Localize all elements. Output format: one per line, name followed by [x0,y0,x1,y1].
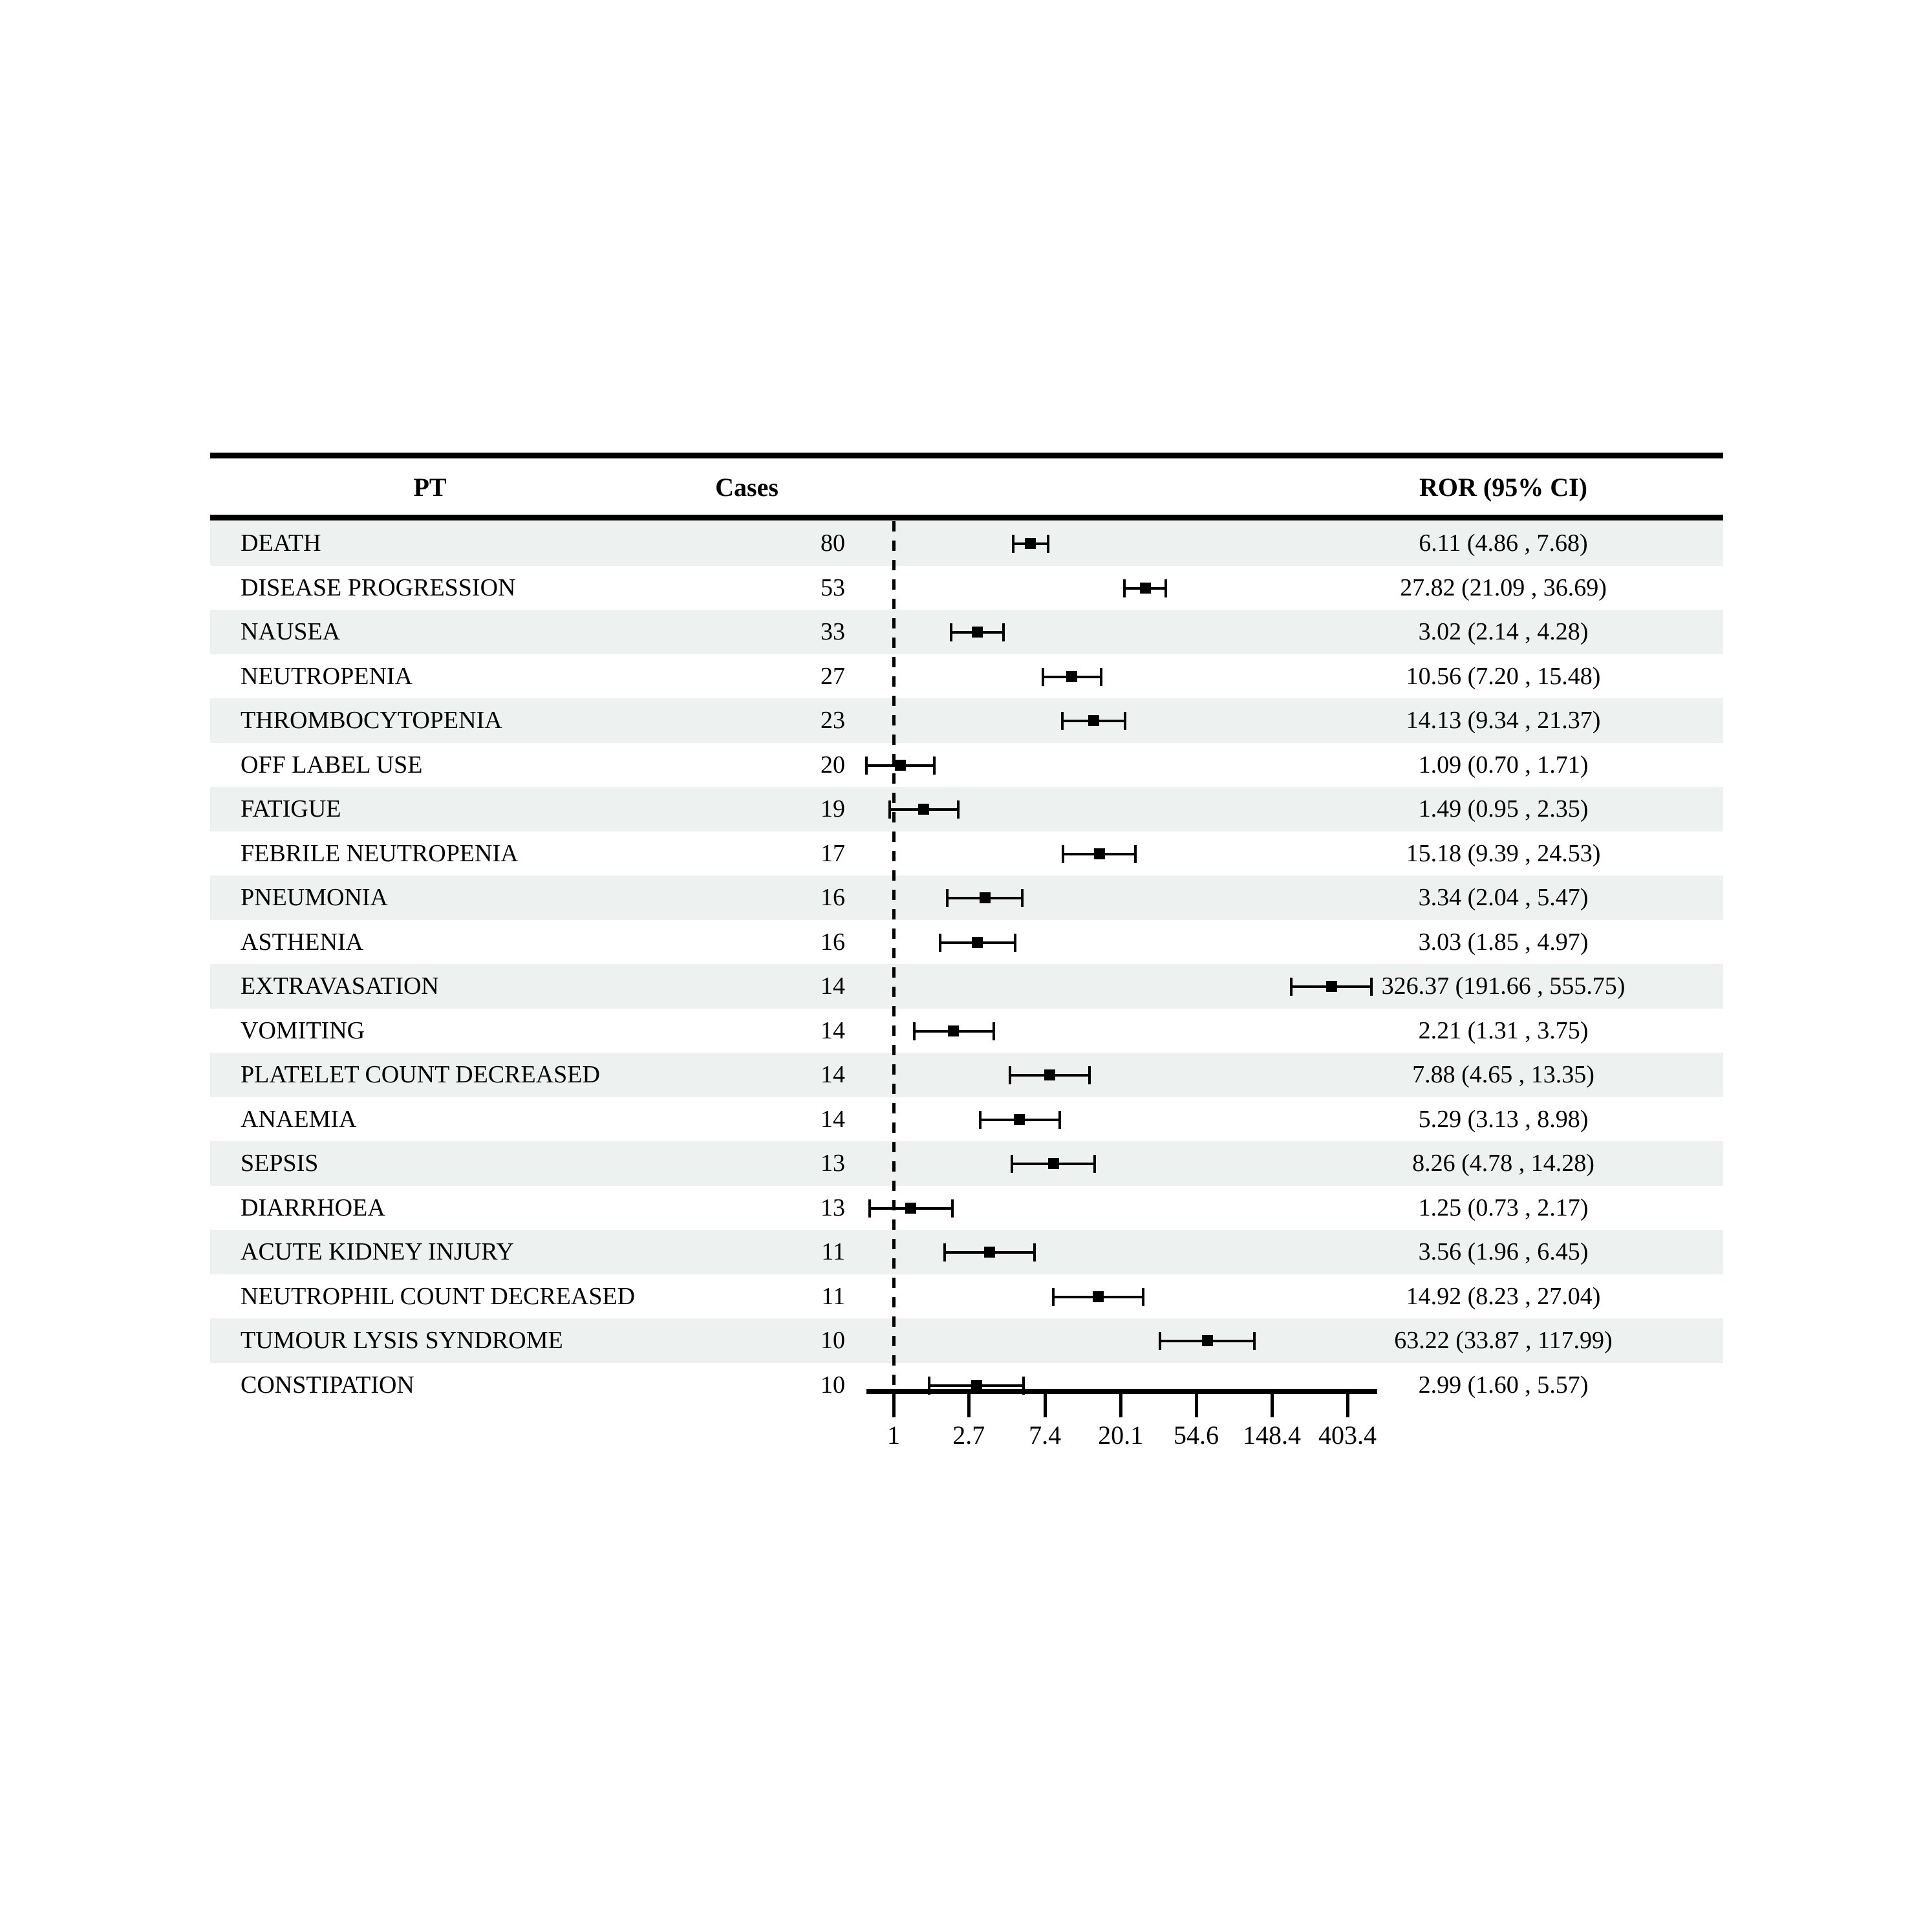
cell-pt: OFF LABEL USE [241,751,423,778]
x-axis-tick-label: 7.4 [1029,1421,1062,1450]
cell-ror: 1.25 (0.73 , 2.17) [1418,1194,1589,1221]
cell-cases: 53 [821,574,845,601]
cell-pt: PNEUMONIA [241,884,388,912]
cell-cases: 16 [821,928,845,956]
cell-ror: 14.13 (9.34 , 21.37) [1406,707,1601,735]
x-axis-line [866,1389,1377,1394]
column-header-cases: Cases [715,472,778,502]
x-axis-tick [1271,1394,1274,1417]
cell-cases: 23 [821,707,845,735]
x-axis-tick-label: 1 [887,1421,900,1450]
cell-pt: VOMITING [241,1016,365,1044]
cell-ror: 2.99 (1.60 , 5.57) [1418,1371,1589,1399]
cell-cases: 10 [821,1371,845,1399]
cell-pt: NEUTROPENIA [241,662,413,690]
cell-pt: DISEASE PROGRESSION [241,574,516,601]
cell-pt: DEATH [241,530,321,557]
cell-pt: PLATELET COUNT DECREASED [241,1061,600,1089]
cell-pt: ANAEMIA [241,1105,357,1133]
cell-pt: FATIGUE [241,795,341,823]
x-axis-tick-label: 403.4 [1318,1421,1377,1450]
cell-ror: 3.56 (1.96 , 6.45) [1418,1238,1589,1266]
cell-cases: 20 [821,751,845,778]
cell-ror: 15.18 (9.39 , 24.53) [1406,839,1601,867]
cell-ror: 63.22 (33.87 , 117.99) [1394,1327,1613,1355]
cell-ror: 2.21 (1.31 , 3.75) [1418,1016,1589,1044]
x-axis-tick [1195,1394,1198,1417]
cell-pt: DIARRHOEA [241,1194,385,1221]
cell-cases: 14 [821,1105,845,1133]
x-axis-tick [1346,1394,1349,1417]
cell-ror: 3.03 (1.85 , 4.97) [1418,928,1589,956]
cell-ror: 5.29 (3.13 , 8.98) [1418,1105,1589,1133]
cell-ror: 6.11 (4.86 , 7.68) [1419,530,1588,557]
cell-cases: 80 [821,530,845,557]
cell-ror: 1.09 (0.70 , 1.71) [1418,751,1589,778]
x-axis-tick [892,1394,896,1417]
cell-pt: ACUTE KIDNEY INJURY [241,1238,514,1266]
cell-ror: 326.37 (191.66 , 555.75) [1381,972,1626,1000]
cell-ror: 14.92 (8.23 , 27.04) [1406,1282,1601,1310]
cell-pt: SEPSIS [241,1150,319,1177]
x-axis-tick-label: 54.6 [1174,1421,1219,1450]
cell-cases: 13 [821,1150,845,1177]
cell-cases: 11 [821,1238,845,1266]
cell-ror: 3.02 (2.14 , 4.28) [1418,618,1589,646]
cell-cases: 16 [821,884,845,912]
cell-cases: 14 [821,1016,845,1044]
cell-ror: 27.82 (21.09 , 36.69) [1400,574,1607,601]
x-axis-tick-label: 148.4 [1242,1421,1301,1450]
x-axis-tick [1044,1394,1047,1417]
cell-ror: 8.26 (4.78 , 14.28) [1412,1150,1594,1177]
cell-ror: 10.56 (7.20 , 15.48) [1406,662,1601,690]
cell-pt: FEBRILE NEUTROPENIA [241,839,519,867]
column-header-ror: ROR (95% CI) [1419,472,1587,502]
cell-cases: 27 [821,662,845,690]
cell-pt: EXTRAVASATION [241,972,439,1000]
cell-cases: 13 [821,1194,845,1221]
column-header-pt: PT [413,472,447,502]
x-axis-tick [967,1394,971,1417]
cell-ror: 1.49 (0.95 , 2.35) [1418,795,1589,823]
cell-cases: 14 [821,972,845,1000]
cell-ror: 3.34 (2.04 , 5.47) [1418,884,1589,912]
cell-ror: 7.88 (4.65 , 13.35) [1412,1061,1594,1089]
x-axis-tick-label: 2.7 [952,1421,985,1450]
cell-pt: TUMOUR LYSIS SYNDROME [241,1327,563,1355]
cell-pt: THROMBOCYTOPENIA [241,707,502,735]
cell-cases: 10 [821,1327,845,1355]
cell-cases: 11 [821,1282,845,1310]
cell-cases: 14 [821,1061,845,1089]
cell-pt: ASTHENIA [241,928,363,956]
cell-pt: NAUSEA [241,618,341,646]
x-axis-tick [1119,1394,1122,1417]
cell-pt: CONSTIPATION [241,1371,414,1399]
cell-cases: 19 [821,795,845,823]
cell-pt: NEUTROPHIL COUNT DECREASED [241,1282,636,1310]
cell-cases: 33 [821,618,845,646]
cell-cases: 17 [821,839,845,867]
x-axis-tick-label: 20.1 [1098,1421,1144,1450]
